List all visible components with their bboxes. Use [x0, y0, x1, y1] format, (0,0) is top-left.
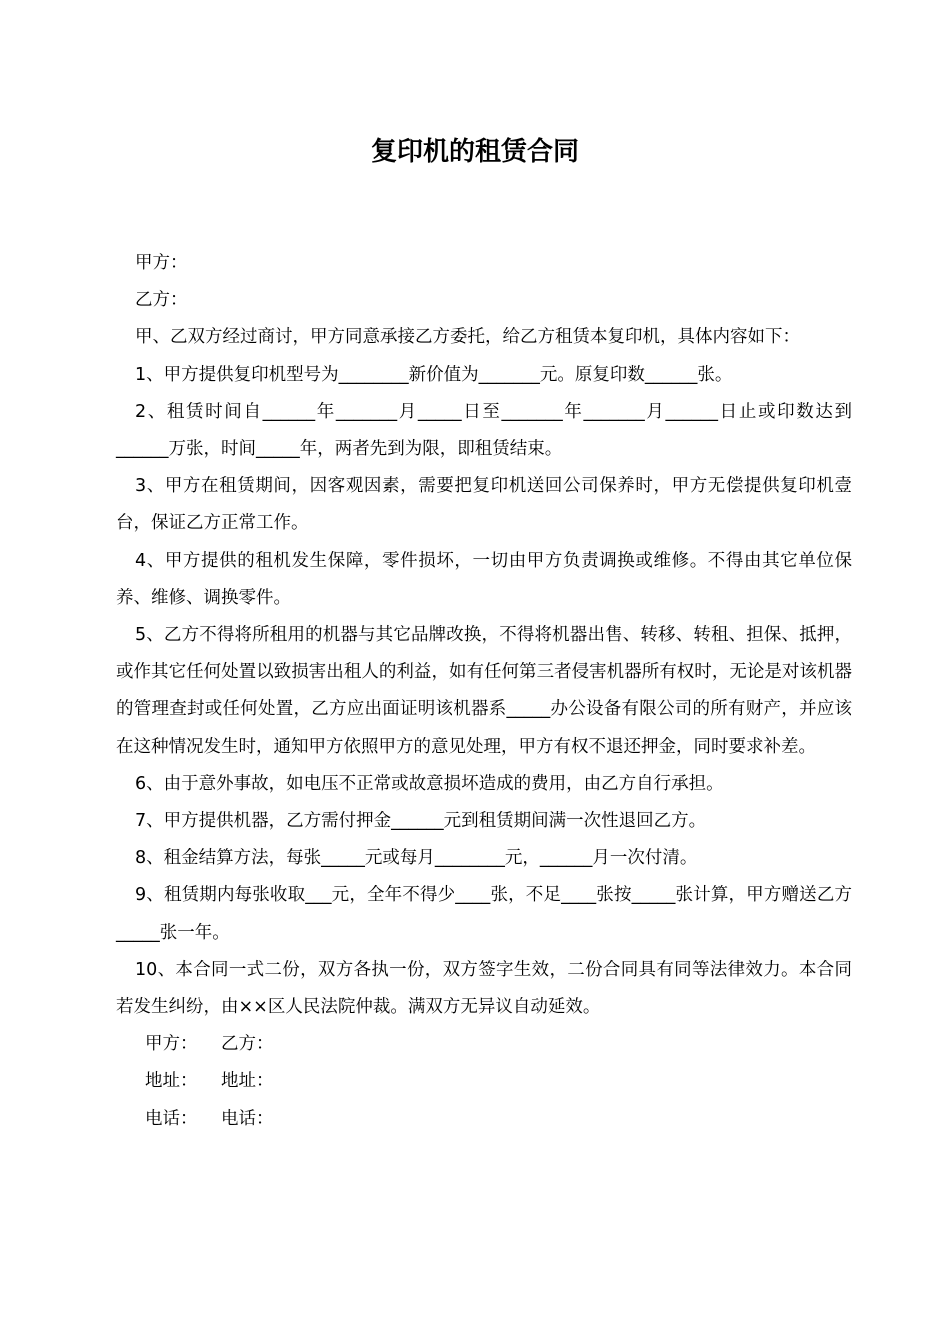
signature-row-address [116, 1063, 852, 1100]
signature-phone-b-label: 电话： [221, 1108, 274, 1129]
clause-8: 8、租金结算方法，每张_____元或每月________元，______月一次付清。 [135, 848, 698, 869]
clause-9: 9、租赁期内每张收取___元，全年不得少____张，不足____张按_____张计算，甲方赠送乙方_____张一年。 [116, 885, 852, 943]
party-b-line: 乙方： [135, 290, 188, 311]
signature-address-a-label: 地址： [145, 1071, 198, 1092]
signature-row-party [116, 1026, 852, 1063]
document-title: 复印机的租赁合同 [370, 137, 579, 167]
clause-2: 2、租赁时间自______年_______月_____日至_______年_______月______日止或印数达到______万张，时间_____年，两者先到为限，即租赁结束。 [116, 401, 852, 460]
signature-address-b-label: 地址： [221, 1071, 274, 1092]
clause-3: 3、甲方在租赁期间，因客观因素，需要把复印机送回公司保养时，甲方无偿提供复印机壹台，保证乙方正常工作。 [116, 476, 852, 534]
clause-1: 1、甲方提供复印机型号为________新价值为_______元。原复印数______张。 [135, 364, 733, 385]
clause-7: 7、甲方提供机器，乙方需付押金______元到租赁期间满一次性退回乙方。 [135, 811, 707, 832]
signature-row-phone [116, 1101, 852, 1138]
intro-paragraph: 甲、乙双方经过商讨，甲方同意承接乙方委托，给乙方租赁本复印机，具体内容如下： [135, 327, 800, 348]
clause-4: 4、甲方提供的租机发生保障，零件损坏，一切由甲方负责调换或维修。不得由其它单位保养、维修、调换零件。 [116, 550, 852, 608]
clause-6: 6、由于意外事故，如电压不正常或故意损坏造成的费用，由乙方自行承担。 [135, 773, 724, 794]
document-body [116, 245, 852, 1138]
signature-party-b-label: 乙方： [221, 1034, 274, 1055]
party-a-line: 甲方： [135, 253, 188, 273]
clause-10: 10、本合同一式二份，双方各执一份，双方签字生效，二份合同具有同等法律效力。本合同若发生纠纷，由××区人民法院仲裁。满双方无异议自动延效。 [116, 959, 852, 1018]
signature-party-a-label: 甲方： [145, 1034, 198, 1055]
signature-phone-a-label: 电话： [145, 1108, 198, 1129]
clause-5: 5、乙方不得将所租用的机器与其它品牌改换，不得将机器出售、转移、转租、担保、抵押，或作其它任何处置以致损害出租人的利益，如有任何第三者侵害机器所有权时，无论是对该机器的管理查封或任何处置，乙方应出面证明该机器系_____办公设备有限公司的所有财产，并应该在这种情况发生时，通知甲方依照甲方的意见处理，甲方有权不退还押金，同时要求补差。 [116, 625, 852, 757]
